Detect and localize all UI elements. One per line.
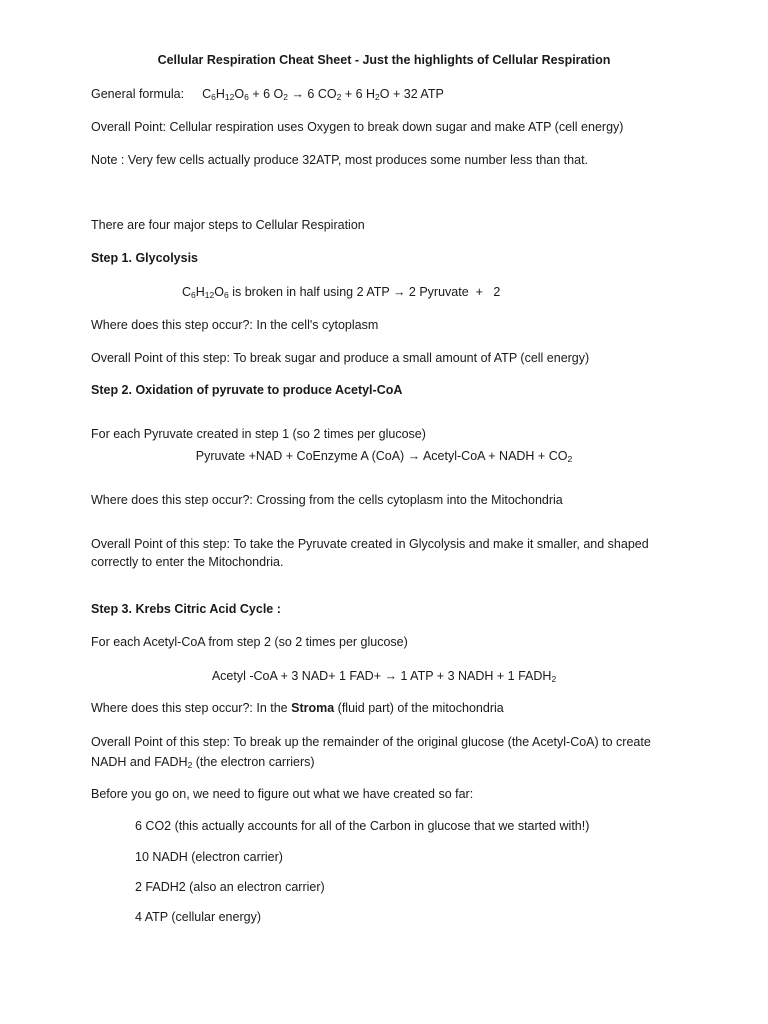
step2-heading: Step 2. Oxidation of pyruvate to produce Acetyl-CoA: [91, 383, 403, 397]
step3-for-each: For each Acetyl-CoA from step 2 (so 2 times per glucose): [91, 635, 408, 649]
overall-point: Overall Point: Cellular respiration uses Oxygen to break down sugar and make ATP (cell energy): [91, 120, 624, 134]
created-item: 10 NADH (electron carrier): [135, 850, 283, 864]
general-formula: General formula: $C_6H_{12}O_6 + 6$ $O_2 \to 6$ $CO_2 + 6$ $H_2O + 32$ ATP: [91, 87, 444, 102]
step3-equation: Acetyl -CoA + 3 NAD+ 1 FAD+ → 1 ATP + 3 NADH + 1 $FADH_2$: [211, 669, 557, 684]
step1-where: Where does this step occur?: In the cell's cytoplasm: [91, 318, 379, 332]
created-item: 6 CO2 (this actually accounts for all of the Carbon in glucose that we started with!): [135, 819, 590, 833]
before-you-go-on: Before you go on, we need to figure out what we have created so far:: [91, 787, 474, 801]
step3-where: Where does this step occur?: In the Stroma (fluid part) of the mitochondria: [91, 701, 504, 715]
general-formula-label: General formula:: [91, 87, 185, 101]
created-item: 2 FADH2 (also an electron carrier): [135, 880, 325, 894]
step2-point: Overall Point of this step: To take the Pyruvate created in Glycolysis and make it smaller, and shaped correctly to enter the Mitochondria.: [91, 537, 649, 569]
step2-for-each: For each Pyruvate created in step 1 (so 2 times per glucose): [91, 427, 426, 441]
step1-point: Overall Point of this step: To break sugar and produce a small amount of ATP (cell energy): [91, 351, 590, 365]
step3-point: Overall Point of this step: To break up the remainder of the original glucose (the Acetyl-CoA) to create NADH and $FADH_2$ (the electron carriers): [91, 735, 651, 770]
note: Note : Very few cells actually produce 32ATP, most produces some number less than that.: [91, 153, 589, 167]
created-item: 4 ATP (cellular energy): [135, 910, 261, 924]
step2-where: Where does this step occur?: Crossing from the cells cytoplasm into the Mitochondria: [91, 493, 563, 507]
step1-equation: $C_6H_{12}O_6$ is broken in half using 2 ATP → 2 Pyruvate + 2: [182, 285, 501, 300]
step2-equation: Pyruvate +NAD + CoEnzyme A (CoA) → Acetyl-CoA + NADH + $CO_2$: [195, 449, 573, 464]
four-steps-intro: There are four major steps to Cellular Respiration: [91, 218, 365, 232]
document-title: Cellular Respiration Cheat Sheet - Just the highlights of Cellular Respiration: [157, 53, 611, 67]
step3-heading: Step 3. Krebs Citric Acid Cycle :: [91, 602, 281, 616]
step1-heading: Step 1. Glycolysis: [91, 251, 198, 265]
